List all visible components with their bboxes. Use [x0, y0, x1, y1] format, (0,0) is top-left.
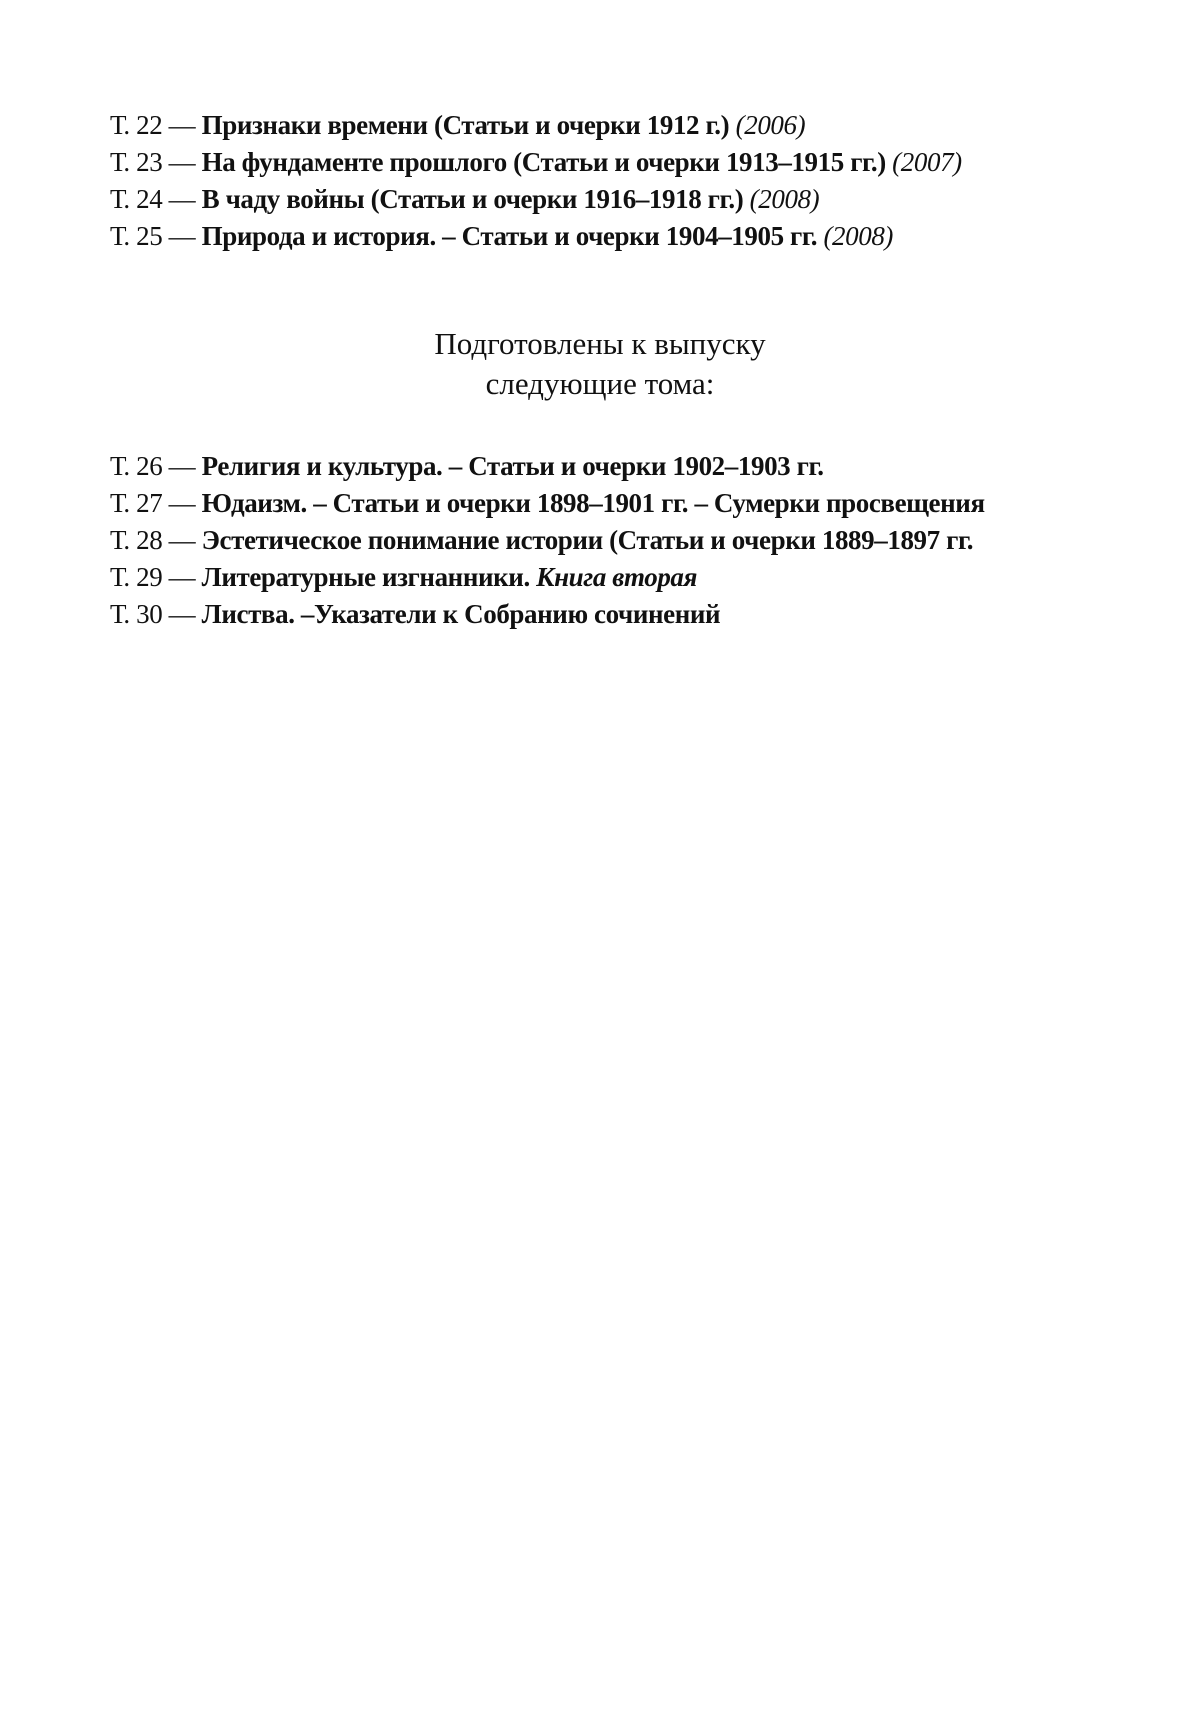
- volume-entry-26: [110, 448, 1170, 485]
- volume-year: (2008): [823, 221, 894, 251]
- volume-year: (2008): [749, 184, 820, 214]
- volume-entry-28: [110, 522, 1170, 559]
- volume-number: Т. 24 —: [110, 184, 196, 214]
- volume-title: В чаду войны (Статьи и очерки 1916–1918 гг.): [201, 184, 744, 214]
- volume-title: Религия и культура. – Статьи и очерки 1902–1903 гг.: [201, 451, 824, 481]
- prepared-volumes-list: [110, 448, 1170, 633]
- volume-number: Т. 30 —: [110, 599, 196, 629]
- volume-entry-22: [110, 107, 1170, 144]
- volume-number: Т. 22 —: [110, 110, 196, 140]
- volume-number: Т. 27 —: [110, 488, 196, 518]
- volume-title: Литературные изгнанники.: [201, 562, 530, 592]
- prepared-volumes-heading: [0, 324, 1200, 404]
- volume-title: Листва. –Указатели к Собранию сочинений: [201, 599, 721, 629]
- volume-entry-25: [110, 218, 1170, 255]
- published-volumes-list: [110, 107, 1170, 255]
- volume-year: (2007): [892, 147, 962, 177]
- volume-subtitle: Книга вторая: [536, 562, 698, 592]
- volume-number: Т. 23 —: [110, 147, 196, 177]
- volume-year: (2006): [735, 110, 806, 140]
- volume-title: Юдаизм. – Статьи и очерки 1898–1901 гг. – Сумерки просвещения: [201, 488, 985, 518]
- volume-entry-30: [110, 596, 1170, 633]
- volume-number: Т. 29 —: [110, 562, 196, 592]
- volume-title: Эстетическое понимание истории (Статьи и очерки 1889–1897 гг.: [201, 525, 974, 555]
- volume-title: Признаки времени (Статьи и очерки 1912 г.): [201, 110, 730, 140]
- heading-line-1: Подготовлены к выпуску: [434, 326, 766, 361]
- volume-entry-29: [110, 559, 1170, 596]
- volume-number: Т. 26 —: [110, 451, 196, 481]
- volume-entry-23: [110, 144, 1170, 181]
- volume-title: Природа и история. – Статьи и очерки 1904–1905 гг.: [201, 221, 818, 251]
- volume-number: Т. 25 —: [110, 221, 196, 251]
- volume-entry-24: [110, 181, 1170, 218]
- volume-title: На фундаменте прошлого (Статьи и очерки 1913–1915 гг.): [201, 147, 886, 177]
- volume-number: Т. 28 —: [110, 525, 196, 555]
- volume-entry-27: [110, 485, 1170, 522]
- heading-line-2: следующие тома:: [485, 366, 715, 401]
